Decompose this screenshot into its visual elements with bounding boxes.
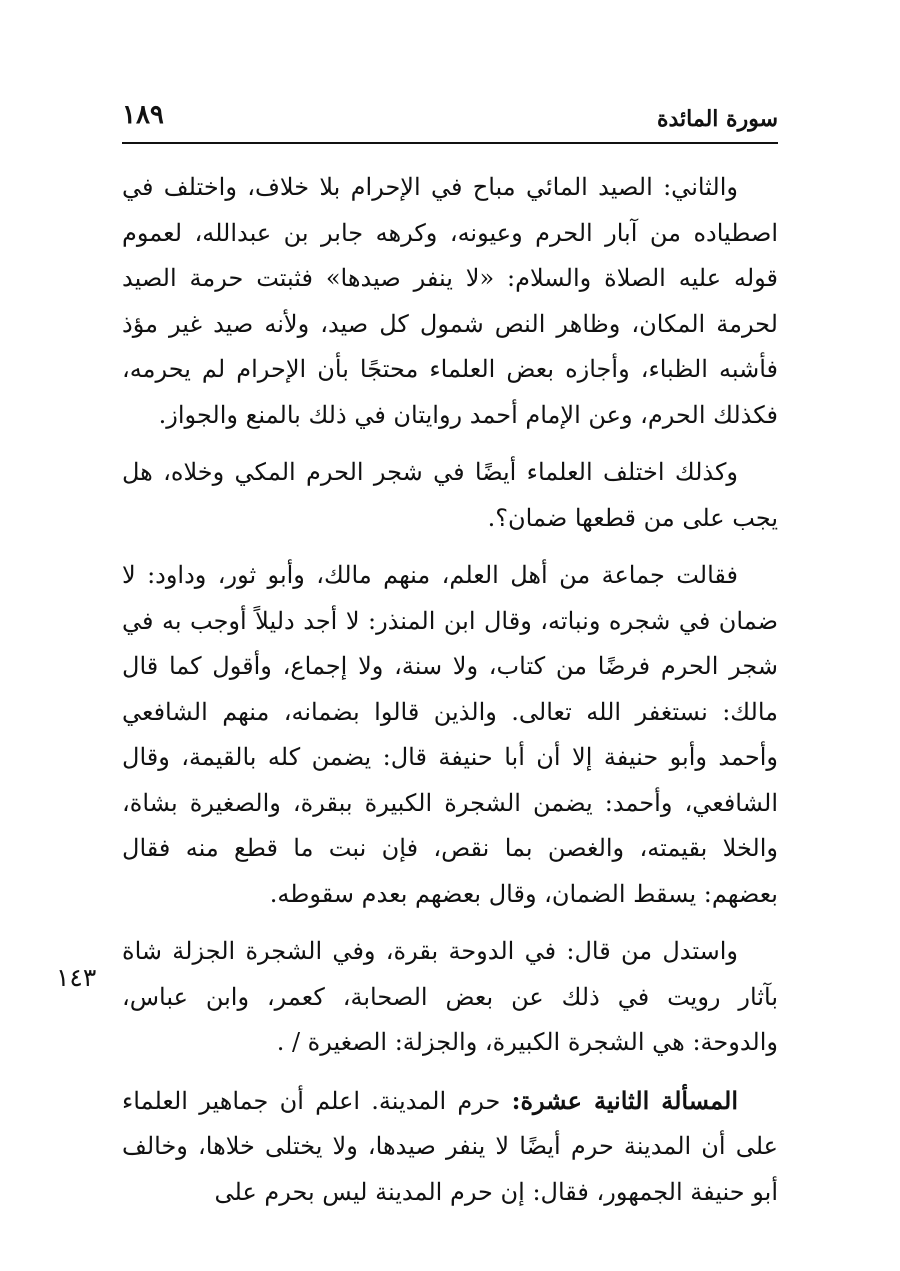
paragraph-haram-trees-question: وكذلك اختلف العلماء أيضًا في شجر الحرم المكي وخلاه، هل يجب على من قطعها ضمان؟. [122, 458, 778, 532]
issue-text: حرم المدينة. اعلم أن جماهير العلماء على أن المدينة حرم أيضًا لا ينفر صيدها، ولا يختلى خلاها، وخالف أبو حنيفة الجمهور، فقال: إن حرم المدينة ليس بحرم على [122, 1086, 778, 1206]
body-text [122, 165, 778, 1227]
page-number: ١٨٩ [122, 100, 164, 130]
paragraph-medina-sanctuary [122, 1078, 778, 1216]
original-page-marker: ١٤٣ [56, 963, 97, 992]
paragraph-saltwater-game: والثاني: الصيد المائي مباح في الإحرام بلا خلاف، واختلف في اصطياده من آبار الحرم وعيونه، وكرهه جابر بن عبدالله، لعموم قوله عليه الصلاة والسلام: «لا ينفر صيدها» فثبتت حرمة الصيد لحرمة المكان، وظاهر النص شمول كل صيد، ولأنه صيد غير مؤذ فأشبه الظباء، وأجازه بعض العلماء محتجًا بأن الإحرام لم يحرمه، فكذلك الحرم، وعن الإمام أحمد روايتان في ذلك بالمنع والجواز. [122, 173, 778, 429]
issue-heading: المسألة الثانية عشرة: [511, 1085, 738, 1115]
paragraph-compensation-opinions: فقالت جماعة من أهل العلم، منهم مالك، وأبو ثور، وداود: لا ضمان في شجره ونباته، وقال ابن المنذر: لا أجد دليلاً أوجب به في شجر الحرم فرضًا من كتاب، ولا سنة، ولا إجماع، وأقول كما قال مالك: نستغفر الله تعالى. والذين قالوا بضمانه، منهم الشافعي وأحمد وأبو حنيفة إلا أن أبا حنيفة قال: يضمن كله بالقيمة، وقال الشافعي، وأحمد: يضمن الشجرة الكبيرة ببقرة، والصغيرة بشاة، والخلا بقيمته، والغصن بما نقص، فإن نبت ما قطع منه فقال بعضهم: يسقط الضمان، وقال بعضهم بعدم سقوطه. [122, 561, 778, 908]
page-header [122, 98, 778, 144]
running-header-title: سورة المائدة [656, 106, 778, 132]
paragraph-companions-evidence: واستدل من قال: في الدوحة بقرة، وفي الشجرة الجزلة شاة بآثار رويت في ذلك عن بعض الصحابة، كعمر، وابن عباس، والدوحة: هي الشجرة الكبيرة، والجزلة: الصغيرة / . [122, 937, 778, 1056]
